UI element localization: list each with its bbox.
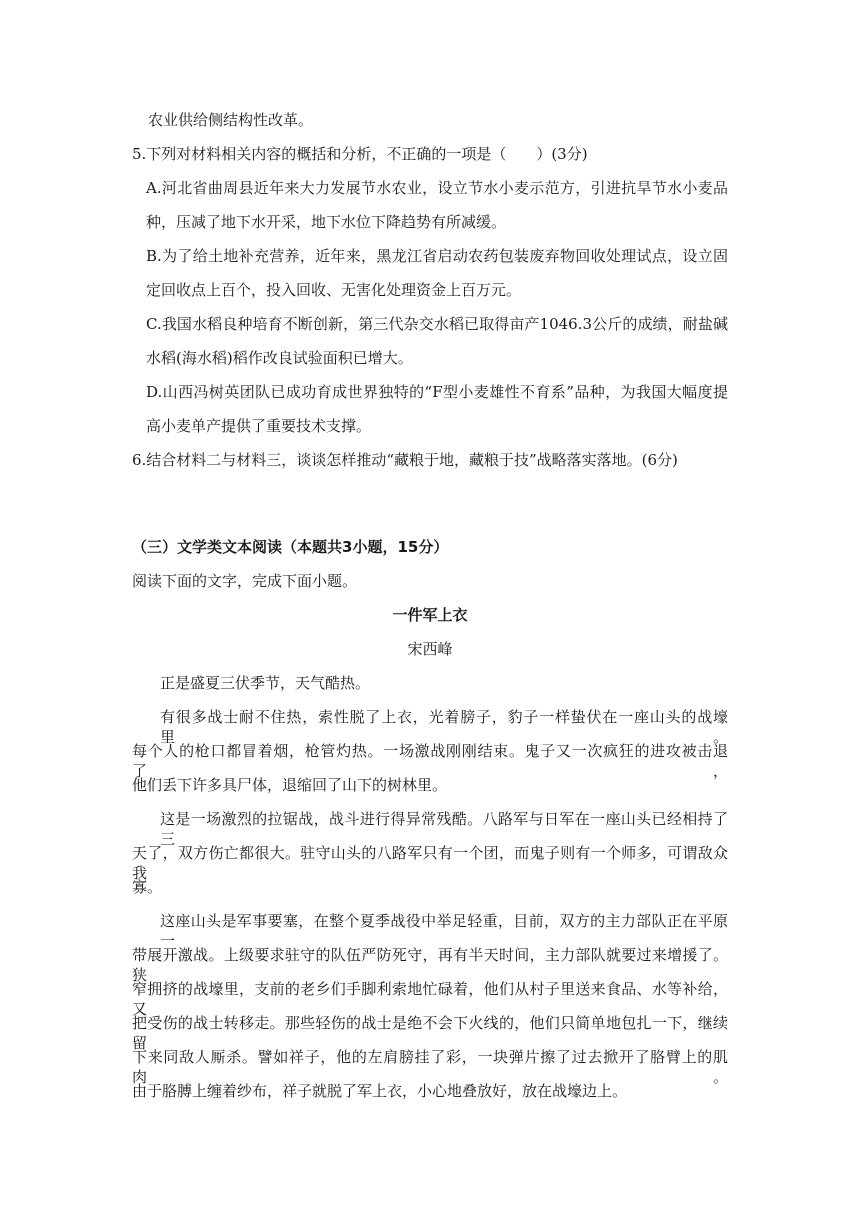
paragraph-4-line-6: 由于胳膊上缠着纱布，祥子就脱了军上衣，小心地叠放好，放在战壕边上。 — [132, 1082, 628, 1100]
question-5-option-a-line-1: A.河北省曲周县近年来大力发展节水农业，设立节水小麦示范方，引进抗旱节水小麦品 — [146, 179, 728, 197]
paragraph-3-line-1: 这是一场激烈的拉锯战，战斗进行得异常残酷。八路军与日军在一座山头已经相持了三 — [160, 810, 728, 848]
paragraph-4-line-1: 这座山头是军事要塞，在整个夏季战役中举足轻重，目前，双方的主力部队正在平原一 — [160, 912, 728, 950]
question-5-option-c-line-2: 水稻(海水稻)稻作改良试验面积已增大。 — [146, 349, 413, 367]
question-5-stem: 5.下列对材料相关内容的概括和分析，不正确的一项是（ ）(3分) — [132, 145, 588, 163]
paragraph-2-line-2: 每个人的枪口都冒着烟，枪管灼热。一场激战刚刚结束。鬼子又一次疯狂的进攻被击退了， — [132, 742, 728, 780]
question-5-option-b-line-1: B.为了给土地补充营养，近年来，黑龙江省启动农药包装废弃物回收处理试点，设立固 — [146, 247, 728, 265]
section-heading: （三）文学类文本阅读（本题共3小题，15分） — [132, 538, 449, 556]
question-5-option-d-line-2: 高小麦单产提供了重要技术支撑。 — [146, 417, 372, 435]
paragraph-1-line-1: 正是盛夏三伏季节，天气酷热。 — [160, 674, 371, 692]
story-author: 宋西峰 — [407, 640, 453, 658]
paragraph-4-line-4: 把受伤的战士转移走。那些轻伤的战士是绝不会下火线的，他们只简单地包扎一下，继续留 — [132, 1014, 728, 1052]
question-5-option-d-line-1: D.山西冯树英团队已成功育成世界独特的“F型小麦雄性不育系”品种，为我国大幅度提 — [146, 383, 728, 401]
paragraph-4-line-3: 窄拥挤的战壕里，支前的老乡们手脚利索地忙碌着，他们从村子里送来食品、水等补给，又 — [132, 980, 728, 1018]
question-5-option-a-line-2: 种，压减了地下水开采，地下水位下降趋势有所减缓。 — [146, 213, 507, 231]
paragraph-4-line-5: 下来同敌人厮杀。譬如祥子，他的左肩膀挂了彩，一块弹片擦了过去掀开了胳臂上的肌肉。 — [132, 1048, 728, 1086]
paragraph-2-line-1: 有很多战士耐不住热，索性脱了上衣，光着膀子，豹子一样蛰伏在一座山头的战壕里。 — [160, 708, 728, 746]
question-5-option-b-line-2: 定回收点上百个，投入回收、无害化处理资金上百万元。 — [146, 281, 522, 299]
question-6-stem: 6.结合材料二与材料三，谈谈怎样推动“藏粮于地，藏粮于技”战略落实落地。(6分) — [132, 451, 678, 469]
story-title: 一件军上衣 — [392, 606, 468, 624]
paragraph-4-line-2: 带展开激战。上级要求驻守的队伍严防死守，再有半天时间，主力部队就要过来增援了。狭 — [132, 946, 728, 984]
paragraph-3-line-3: 寡。 — [132, 878, 163, 896]
passage-tail-line: 农业供给侧结构性改革。 — [148, 111, 314, 129]
paragraph-3-line-2: 天了，双方伤亡都很大。驻守山头的八路军只有一个团，而鬼子则有一个师多，可谓敌众我 — [132, 844, 728, 882]
paragraph-2-line-3: 他们丢下许多具尸体，退缩回了山下的树林里。 — [132, 776, 448, 794]
question-5-option-c-line-1: C.我国水稻良种培育不断创新，第三代杂交水稻已取得亩产1046.3公斤的成绩，耐盐碱 — [146, 315, 728, 333]
reading-instruction: 阅读下面的文字，完成下面小题。 — [132, 572, 358, 590]
